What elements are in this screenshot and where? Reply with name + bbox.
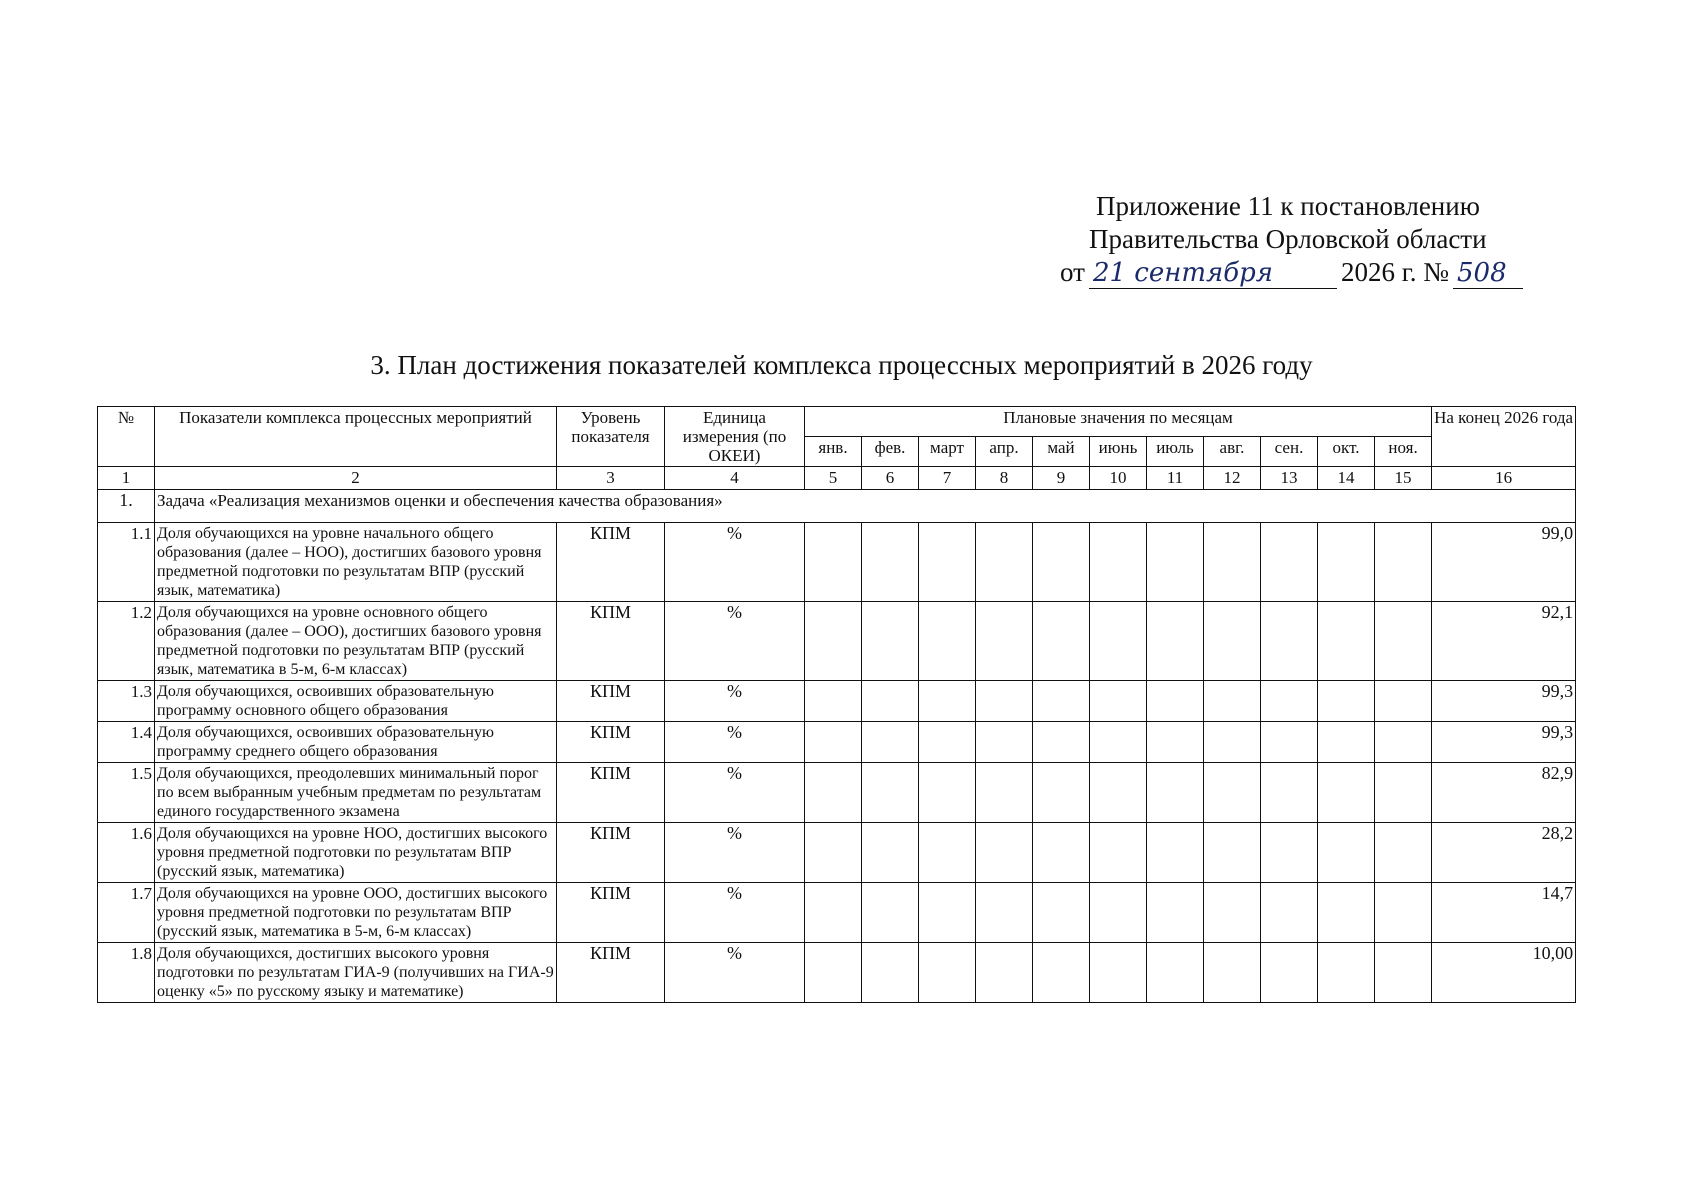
month-value-cell [919,523,976,602]
month-value-cell [976,883,1033,943]
month-value-cell [862,943,919,1003]
column-number: 3 [557,467,665,490]
month-value-cell [1204,943,1261,1003]
header-end-of-year: На конец 2026 года [1432,407,1576,467]
column-number: 10 [1090,467,1147,490]
month-value-cell [805,602,862,681]
row-level: КПМ [557,681,665,722]
table-row [98,602,1576,681]
table-row [98,763,1576,823]
month-value-cell [1375,883,1432,943]
row-indicator: Доля обучающихся, достигших высокого уровня подготовки по результатам ГИА-9 (получивших на ГИА-9 оценку «5» по русскому языку и математике) [155,943,557,1003]
row-end-value: 99,0 [1432,523,1576,602]
column-number: 6 [862,467,919,490]
table-row [98,943,1576,1003]
month-value-cell [1261,523,1318,602]
row-num: 1.3 [98,681,155,722]
row-indicator: Доля обучающихся, освоивших образовательную программу основного общего образования [155,681,557,722]
month-value-cell [1147,883,1204,943]
table-row [98,523,1576,602]
column-number: 7 [919,467,976,490]
month-header: март [919,437,976,467]
month-value-cell [805,943,862,1003]
month-value-cell [1090,602,1147,681]
month-value-cell [976,681,1033,722]
column-number: 12 [1204,467,1261,490]
header-indicator: Показатели комплекса процессных мероприятий [155,407,557,467]
column-number: 13 [1261,467,1318,490]
row-unit: % [665,763,805,823]
month-value-cell [1318,681,1375,722]
table-row [98,722,1576,763]
row-end-value: 10,00 [1432,943,1576,1003]
month-value-cell [1090,883,1147,943]
month-value-cell [1204,523,1261,602]
month-value-cell [1261,763,1318,823]
month-value-cell [1204,883,1261,943]
row-level: КПМ [557,943,665,1003]
month-value-cell [862,681,919,722]
task-title: Задача «Реализация механизмов оценки и обеспечения качества образования» [155,490,1576,523]
month-value-cell [1090,722,1147,763]
task-num: 1. [98,490,155,523]
section-title: 3. План достижения показателей комплекса процессных мероприятий в 2026 году [370,350,1313,380]
row-indicator: Доля обучающихся на уровне НОО, достигших высокого уровня предметной подготовки по результатам ВПР (русский язык, математика) [155,823,557,883]
row-unit: % [665,883,805,943]
month-value-cell [1261,943,1318,1003]
month-value-cell [1261,681,1318,722]
row-level: КПМ [557,763,665,823]
column-number: 2 [155,467,557,490]
row-unit: % [665,722,805,763]
appendix-line-1: Приложение 11 к постановлению [1096,191,1480,221]
column-numbers-row [98,467,1576,490]
row-end-value: 14,7 [1432,883,1576,943]
row-indicator: Доля обучающихся, освоивших образовательную программу среднего общего образования [155,722,557,763]
column-number: 11 [1147,467,1204,490]
plan-table [97,406,1576,1003]
month-value-cell [1033,722,1090,763]
month-value-cell [1318,943,1375,1003]
month-value-cell [1204,763,1261,823]
row-level: КПМ [557,722,665,763]
from-prefix: от [1060,257,1085,287]
month-value-cell [919,681,976,722]
month-value-cell [1204,722,1261,763]
column-number: 4 [665,467,805,490]
month-value-cell [1261,823,1318,883]
row-indicator: Доля обучающихся на уровне основного общего образования (далее – ООО), достигших базового уровня предметной подготовки по результатам ВПР (русский язык, математика в 5-м, 6-м классах) [155,602,557,681]
header-monthly: Плановые значения по месяцам [805,407,1432,437]
row-level: КПМ [557,823,665,883]
row-num: 1.6 [98,823,155,883]
handwritten-date: 21 сентября [1089,258,1337,289]
month-value-cell [1375,681,1432,722]
month-value-cell [862,523,919,602]
month-value-cell [862,722,919,763]
row-num: 1.2 [98,602,155,681]
month-value-cell [805,763,862,823]
month-value-cell [1375,943,1432,1003]
table-row [98,681,1576,722]
month-value-cell [919,722,976,763]
row-num: 1.5 [98,763,155,823]
month-header: янв. [805,437,862,467]
month-value-cell [919,823,976,883]
month-header: ноя. [1375,437,1432,467]
month-value-cell [1090,681,1147,722]
month-value-cell [1090,823,1147,883]
month-header: сен. [1261,437,1318,467]
column-number: 9 [1033,467,1090,490]
month-value-cell [1147,943,1204,1003]
month-value-cell [862,602,919,681]
row-level: КПМ [557,523,665,602]
month-value-cell [1147,823,1204,883]
month-value-cell [976,763,1033,823]
month-value-cell [1318,823,1375,883]
column-number: 15 [1375,467,1432,490]
row-end-value: 92,1 [1432,602,1576,681]
table-row [98,823,1576,883]
month-value-cell [862,883,919,943]
row-unit: % [665,523,805,602]
row-indicator: Доля обучающихся на уровне начального общего образования (далее – НОО), достигших базового уровня предметной подготовки по результатам ВПР (русский язык, математика) [155,523,557,602]
month-value-cell [976,823,1033,883]
month-value-cell [976,523,1033,602]
month-value-cell [862,823,919,883]
row-level: КПМ [557,883,665,943]
header-num: № [98,407,155,467]
month-value-cell [1204,681,1261,722]
month-value-cell [976,722,1033,763]
month-value-cell [1033,602,1090,681]
column-number: 8 [976,467,1033,490]
column-number: 1 [98,467,155,490]
month-value-cell [919,763,976,823]
row-end-value: 99,3 [1432,722,1576,763]
row-end-value: 28,2 [1432,823,1576,883]
row-num: 1.1 [98,523,155,602]
month-header: май [1033,437,1090,467]
row-unit: % [665,943,805,1003]
header-level: Уровень показателя [557,407,665,467]
month-value-cell [919,943,976,1003]
year-number-label: 2026 г. № [1340,257,1449,287]
month-value-cell [1090,943,1147,1003]
month-value-cell [1375,602,1432,681]
row-num: 1.7 [98,883,155,943]
month-value-cell [1375,722,1432,763]
row-end-value: 99,3 [1432,681,1576,722]
month-value-cell [1318,602,1375,681]
month-value-cell [1318,763,1375,823]
column-number: 14 [1318,467,1375,490]
month-value-cell [1318,722,1375,763]
month-value-cell [1204,602,1261,681]
month-value-cell [1033,523,1090,602]
month-value-cell [1147,763,1204,823]
month-value-cell [1147,523,1204,602]
task-row [98,490,1576,523]
row-end-value: 82,9 [1432,763,1576,823]
month-value-cell [805,681,862,722]
month-value-cell [1375,823,1432,883]
month-value-cell [1033,823,1090,883]
month-value-cell [805,523,862,602]
month-value-cell [1147,681,1204,722]
row-unit: % [665,602,805,681]
month-value-cell [1204,823,1261,883]
month-value-cell [976,943,1033,1003]
month-value-cell [1318,883,1375,943]
month-value-cell [1261,602,1318,681]
month-value-cell [1147,602,1204,681]
row-indicator: Доля обучающихся на уровне ООО, достигших высокого уровня предметной подготовки по результатам ВПР (русский язык, математика в 5-м, 6-м классах) [155,883,557,943]
month-value-cell [1033,681,1090,722]
month-value-cell [1375,523,1432,602]
month-value-cell [1375,763,1432,823]
month-value-cell [805,722,862,763]
header-unit: Единица измерения (по ОКЕИ) [665,407,805,467]
month-value-cell [1033,943,1090,1003]
month-header: окт. [1318,437,1375,467]
month-value-cell [805,883,862,943]
appendix-line-3 [1060,256,1620,289]
month-value-cell [1261,722,1318,763]
month-header: фев. [862,437,919,467]
month-value-cell [1147,722,1204,763]
month-value-cell [1090,763,1147,823]
row-unit: % [665,823,805,883]
appendix-header [1060,190,1620,289]
column-number: 5 [805,467,862,490]
row-indicator: Доля обучающихся, преодолевших минимальный порог по всем выбранным учебным предметам по результатам единого государственного экзамена [155,763,557,823]
row-num: 1.8 [98,943,155,1003]
month-header: апр. [976,437,1033,467]
month-value-cell [976,602,1033,681]
month-value-cell [1033,883,1090,943]
month-value-cell [805,823,862,883]
month-value-cell [862,763,919,823]
column-number: 16 [1432,467,1576,490]
month-value-cell [1033,763,1090,823]
row-level: КПМ [557,602,665,681]
month-header: авг. [1204,437,1261,467]
month-value-cell [919,883,976,943]
month-value-cell [1090,523,1147,602]
month-header: июнь [1090,437,1147,467]
month-value-cell [1318,523,1375,602]
row-unit: % [665,681,805,722]
month-value-cell [919,602,976,681]
handwritten-number: 508 [1453,258,1523,289]
month-value-cell [1261,883,1318,943]
table-row [98,883,1576,943]
row-num: 1.4 [98,722,155,763]
month-header: июль [1147,437,1204,467]
appendix-line-2: Правительства Орловской области [1089,224,1487,254]
